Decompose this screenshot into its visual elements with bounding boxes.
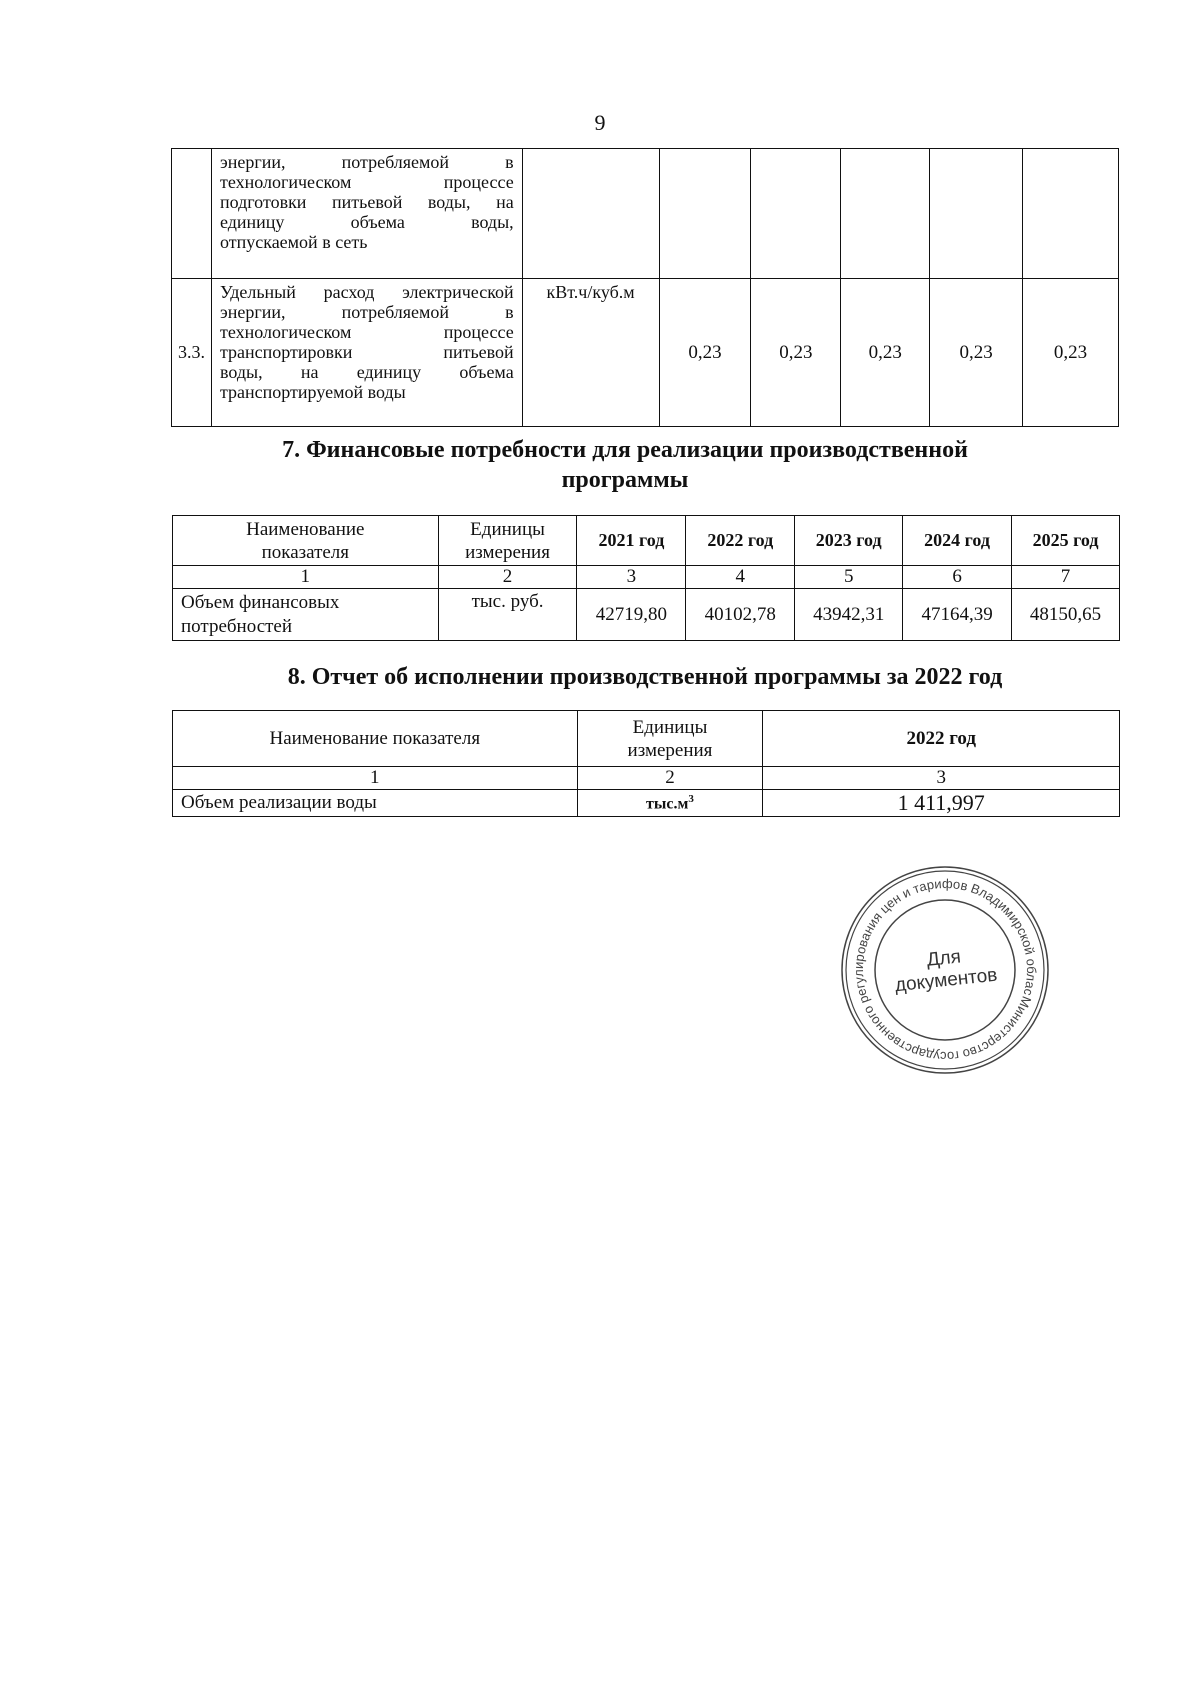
section-7-title: 7. Финансовые потребности для реализации производственной программы [282,437,968,493]
financial-needs-table [172,515,1120,641]
section-8-title: 8. Отчет об исполнении производственной программы за 2022 год [287,664,1003,690]
value-cell: 40102,78 [686,589,795,641]
indicator-description: энергии, потребляемой в технологическом процессе подготовки питьевой воды, на единицу объема воды, отпускаемой в сеть [211,149,522,279]
column-number: 7 [1012,566,1120,589]
header-name: Наименование показателя [173,711,578,767]
value-cell: 43942,31 [795,589,903,641]
indicators-table-continuation [171,148,1119,427]
value-cell: 47164,39 [903,589,1012,641]
value-cell [930,149,1023,279]
value-cell: 0,23 [930,279,1023,427]
value-cell: 0,23 [751,279,841,427]
value-cell: 1 411,997 [763,790,1120,817]
table-header-row [173,516,1120,566]
header-year: 2021 год [577,516,686,566]
header-name: Наименование показателя [173,516,439,566]
column-number: 2 [438,566,577,589]
column-number: 3 [577,566,686,589]
column-number: 1 [173,566,439,589]
column-number-row [173,566,1120,589]
header-year: 2025 год [1012,516,1120,566]
indicator-name: Объем реализации воды [173,790,578,817]
unit-cell: $тыс.м^3$ [577,790,763,817]
unit-cell: кВт.ч/куб.м [522,279,659,427]
value-cell [1023,149,1119,279]
header-year: 2022 год [763,711,1120,767]
unit-cell: тыс. руб. [438,589,577,641]
value-cell [659,149,751,279]
stamp-center: Для документов [893,946,999,997]
indicator-description: Удельный расход электрической энергии, потребляемой в технологическом процессе транспортировки питьевой воды, на единицу объема транспортируемой воды [211,279,522,427]
column-number: 5 [795,566,903,589]
column-number-row [173,767,1120,790]
column-number: 4 [686,566,795,589]
official-stamp [835,860,1055,1080]
page-number: 9 [594,110,606,135]
header-year: 2022 год [686,516,795,566]
value-cell: 48150,65 [1012,589,1120,641]
header-unit: Единицы измерения [577,711,763,767]
column-number: 2 [577,767,763,790]
table-row [173,589,1120,641]
value-cell [751,149,841,279]
value-cell: 0,23 [1023,279,1119,427]
value-cell: 0,23 [659,279,751,427]
table-header-row [173,711,1120,767]
header-unit: Единицы измерения [438,516,577,566]
header-year: 2024 год [903,516,1012,566]
value-cell: 42719,80 [577,589,686,641]
table-row [173,790,1120,817]
column-number: 1 [173,767,578,790]
row-number-cell [172,149,212,279]
value-cell: 0,23 [841,279,930,427]
report-table [172,710,1120,817]
table-row [172,149,1119,279]
column-number: 6 [903,566,1012,589]
table-row [172,279,1119,427]
header-year: 2023 год [795,516,903,566]
unit-cell [522,149,659,279]
stamp-ring-text: Министерство государственного регулирования цен и тарифов Владимирской области [850,875,1040,1065]
column-number: 3 [763,767,1120,790]
indicator-name: Объем финансовых потребностей [173,589,439,641]
value-cell [841,149,930,279]
row-number: 3.3. [172,279,212,427]
